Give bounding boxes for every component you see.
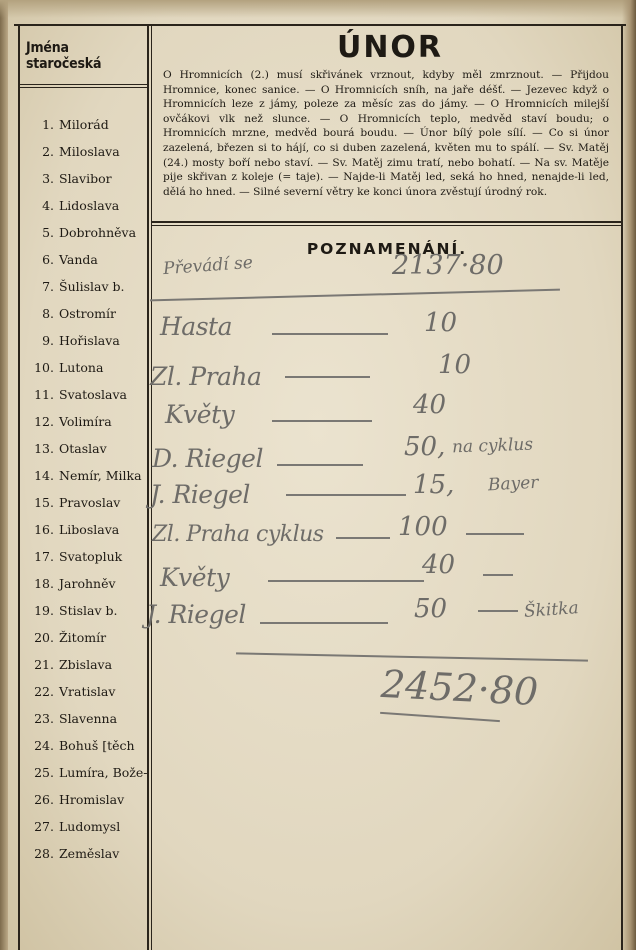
day-number: 14. [34,468,54,483]
handwritten-entry-amount: 40 [413,390,447,420]
handwritten-carry-amount: 2137·80 [392,250,504,281]
day-number: 28. [34,846,54,861]
name-day-row [26,711,150,738]
day-name: Hromislav [59,792,125,807]
name-day-row [26,333,150,360]
day-name: Liboslava [59,522,120,537]
day-name: Vratislav [59,684,116,699]
name-day-row [26,117,150,144]
names-column-title: Jména staročeská [26,40,102,72]
handwritten-entry-amount: 40 [422,550,456,580]
day-name: Zeměslav [59,846,120,861]
proverbs-bottom-rule-2 [151,225,621,226]
name-day-row [26,279,150,306]
day-number: 25. [34,765,54,780]
handwritten-entry-amount: 100 [398,512,448,542]
page-right-edge [622,0,636,950]
day-number: 20. [34,630,54,645]
name-day-row [26,549,150,576]
name-day-row [26,576,150,603]
names-list [26,117,150,873]
handwritten-entry-name: J. Riegel [146,600,246,629]
handwritten-entry-dash [272,420,372,422]
handwritten-entry-amount: 15, [413,470,455,500]
month-title: ÚNOR [336,30,444,65]
day-number: 18. [34,576,54,591]
handwritten-entry-name: D. Riegel [152,444,263,473]
day-name: Volimíra [59,414,112,429]
handwritten-carry-label: Převádí se [162,252,254,280]
handwritten-entry-name: J. Riegel [150,480,250,509]
name-day-row [26,414,150,441]
name-day-row [26,765,150,792]
handwritten-sum-line [236,652,588,661]
handwritten-total-underline [380,712,500,722]
day-number: 23. [34,711,54,726]
name-day-row [26,630,150,657]
day-number: 17. [34,549,54,564]
handwritten-entry-dash [260,622,388,624]
notes-title: POZNAMENÁNÍ. [306,240,468,258]
day-number: 15. [34,495,54,510]
day-number: 2. [42,144,54,159]
day-number: 19. [34,603,54,618]
day-name: Lutona [59,360,104,375]
day-number: 7. [42,279,54,294]
name-day-row [26,684,150,711]
handwritten-entry-dash-trailing [466,533,524,535]
day-name: Otaslav [59,441,107,456]
day-number: 21. [34,657,54,672]
day-name: Lumíra, Bože- [59,765,148,780]
day-name: Milorád [59,117,109,132]
handwritten-entry-dash-trailing [483,574,513,576]
proverbs-bottom-rule [151,221,621,223]
day-name: Stislav b. [59,603,118,618]
day-name: Vanda [59,252,98,267]
day-number: 4. [42,198,54,213]
day-name: Miloslava [59,144,120,159]
handwritten-entry-name: Hasta [160,312,232,341]
day-name: Slavibor [59,171,112,186]
handwritten-entry-dash-trailing [478,610,518,612]
day-number: 11. [34,387,54,402]
day-number: 22. [34,684,54,699]
page-binding-edge [0,0,8,950]
day-number: 16. [34,522,54,537]
day-number: 26. [34,792,54,807]
name-day-row [26,846,150,873]
name-day-row [26,657,150,684]
day-name: Ostromír [59,306,117,321]
handwritten-entry-dash [277,464,363,466]
day-number: 6. [42,252,54,267]
day-number: 5. [42,225,54,240]
day-name: Nemír, Milka [59,468,142,483]
handwritten-entry-amount: 10 [438,350,472,380]
month-proverbs: O Hromnicích (2.) musí skřivánek vrznout, kdyby měl zmrznout. — Přijdou Hromnice, konec sanice. — O Hromnicích sníh, na jaře déšť. — Jezevec když o Hromnicích leze z jámy, poleze za měsíc zas do jámy. — O Hromnicích milejší ovčákovi vlk než slunce. — O Hromnicích teplo, medvěd staví boudu; o Hromnicích mrzne, medvěd bourá boudu. — Únor bílý pole sílí. — Co si únor zazelená, březen si to hájí, co si duben zazelená, květen mu to spálí. — Sv. Matěj (24.) mosty boří nebo staví. — Sv. Matěj zimu tratí, nebo bohatí. — Na sv. Matěje pije skřivan z koleje (= taje). — Najde-li Matěj led, seká ho hned, nenajde-li led, dělá ho hned. — Silné severní větry ke konci února zvěstují úrodný rok. [163,69,609,198]
name-day-row [26,198,150,225]
day-name: Svatopluk [59,549,123,564]
name-day-row [26,306,150,333]
day-name: Dobrohněva [59,225,137,240]
name-day-row [26,171,150,198]
day-name: Zbislava [59,657,113,672]
day-number: 10. [34,360,54,375]
name-day-row [26,819,150,846]
names-header-rule [18,84,148,85]
handwritten-entry-name: Květy [160,563,230,592]
handwritten-entry-name: Zl. Praha cyklus [152,522,324,547]
handwritten-entry-note: na cyklus [451,434,534,458]
day-number: 9. [42,333,54,348]
name-day-row [26,495,150,522]
left-border-rule [18,24,20,950]
handwritten-entry-dash [268,580,424,582]
handwritten-entry-amount: 50, [404,432,446,462]
names-header-rule-2 [18,87,148,88]
name-day-row [26,252,150,279]
name-day-row [26,387,150,414]
handwritten-entry-dash [336,537,390,539]
day-number: 12. [34,414,54,429]
name-day-row [26,441,150,468]
handwritten-entry-note: Bayer [487,472,539,496]
name-day-row [26,603,150,630]
handwritten-underline [150,289,560,301]
day-number: 3. [42,171,54,186]
day-name: Bohuš [těch [59,738,135,753]
name-day-row [26,225,150,252]
handwritten-total: 2452·80 [379,661,540,715]
handwritten-entry-dash [286,494,406,496]
page-top-shadow [0,0,636,18]
day-name: Hořislava [59,333,120,348]
name-day-row [26,144,150,171]
day-name: Ludomysl [59,819,121,834]
name-day-row [26,360,150,387]
handwritten-entry-dash [285,376,370,378]
day-name: Lidoslava [59,198,120,213]
handwritten-entry-amount: 50 [414,594,448,624]
name-day-row [26,738,150,765]
handwritten-entry-amount: 10 [424,308,458,338]
day-name: Žitomír [59,630,107,645]
handwritten-entry-name: Zl. Praha [150,362,262,391]
day-number: 13. [34,441,54,456]
name-day-row [26,522,150,549]
day-name: Slavenna [59,711,118,726]
day-number: 8. [42,306,54,321]
day-name: Šulislav b. [59,279,125,294]
right-border-rule [621,24,623,950]
day-name: Jarohněv [59,576,116,591]
day-number: 1. [42,117,54,132]
top-border-rule [14,24,626,26]
name-day-row [26,468,150,495]
handwritten-entry-dash [272,333,388,335]
handwritten-entry-name: Květy [165,400,235,429]
day-name: Svatoslava [59,387,128,402]
handwritten-entry-note: Škitka [523,598,580,622]
day-name: Pravoslav [59,495,121,510]
name-day-row [26,792,150,819]
day-number: 24. [34,738,54,753]
day-number: 27. [34,819,54,834]
